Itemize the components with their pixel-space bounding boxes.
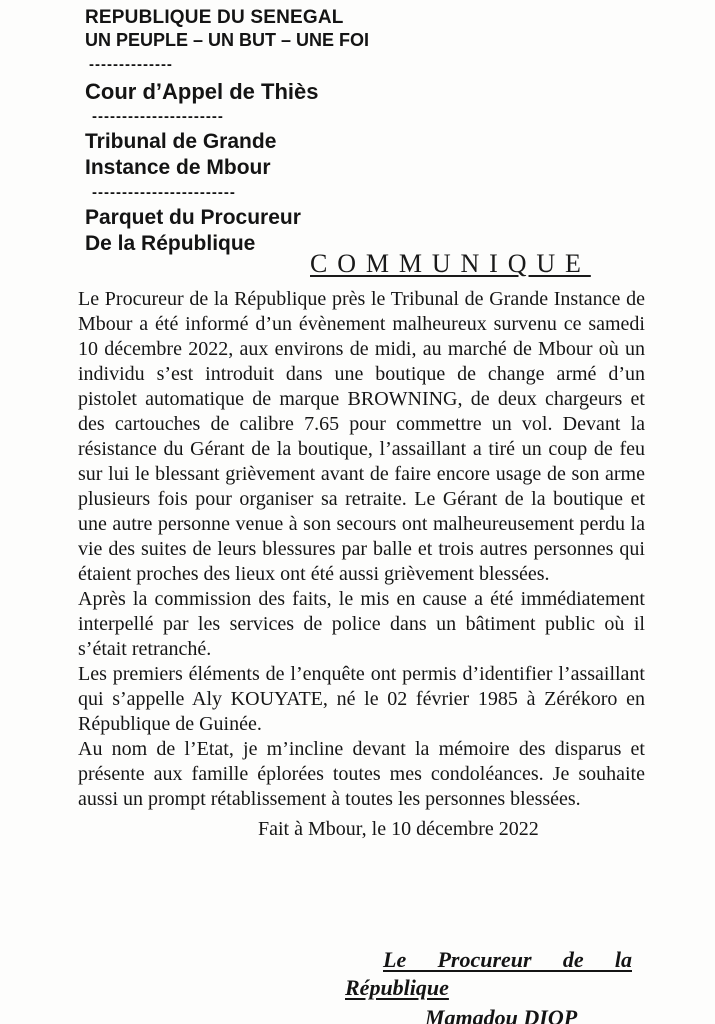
tribunal-name-line2: Instance de Mbour (85, 156, 271, 179)
body-paragraph-1: Le Procureur de la République près le Tribunal de Grande Instance de Mbour a été informé d’un évènement malheureux survenu ce samedi 10 décembre 2022, aux environs de midi, au marché de Mbour où un individu s’est introduit dans une boutique de change armé d’un pistolet automatique de marque BROWNING, de deux chargeurs et des cartouches de calibre 7.65 pour commettre un vol. Devant la résistance du Gérant de la boutique, l’assaillant a tiré un coup de feu sur lui le blessant grièvement avant de faire encore usage de son arme plusieurs fois pour organiser sa retraite. Le Gérant de la boutique et une autre personne venue à son secours ont malheureusement perdu la vie des suites de leurs blessures par balle et trois autres personnes qui étaient proches des lieux ont été aussi grièvement blessées. (78, 288, 645, 585)
tribunal-name-line1: Tribunal de Grande (85, 130, 277, 153)
body-paragraph-2: Après la commission des faits, le mis en cause a été immédiatement interpellé par les services de police dans un bâtiment public où il s’était retranché. (78, 588, 645, 660)
court-of-appeal-name: Cour d’Appel de Thiès (85, 79, 319, 104)
signatory-name: Mamadou DIOP (425, 1005, 578, 1024)
signatory-role-line1: Le Procureur de la (383, 947, 632, 972)
signatory-role-line2: République (345, 975, 449, 1000)
body-paragraph-3: Les premiers éléments de l’enquête ont permis d’identifier l’assaillant qui s’appelle Aly KOUYATE, né le 02 février 1985 à Zérékoro en République de Guinée. (78, 663, 645, 735)
dashed-divider: ------------------------ (92, 184, 236, 201)
country-name: REPUBLIQUE DU SENEGAL (85, 7, 344, 28)
dashed-divider: ---------------------- (92, 108, 224, 125)
dateline: Fait à Mbour, le 10 décembre 2022 (258, 818, 539, 840)
body-paragraph-4: Au nom de l’Etat, je m’incline devant la mémoire des disparus et présente aux famille éplorées toutes mes condoléances. Je souhaite aussi un prompt rétablissement à toutes les personnes blessées. (78, 738, 645, 810)
parquet-name-line2: De la République (85, 232, 256, 255)
signature-block (345, 946, 632, 1024)
document-title: COMMUNIQUE (310, 249, 591, 278)
national-motto: UN PEUPLE – UN BUT – UNE FOI (85, 30, 370, 50)
document-body (78, 287, 645, 842)
parquet-name-line1: Parquet du Procureur (85, 206, 301, 229)
letterhead (85, 6, 415, 257)
dashed-divider: -------------- (89, 56, 173, 73)
